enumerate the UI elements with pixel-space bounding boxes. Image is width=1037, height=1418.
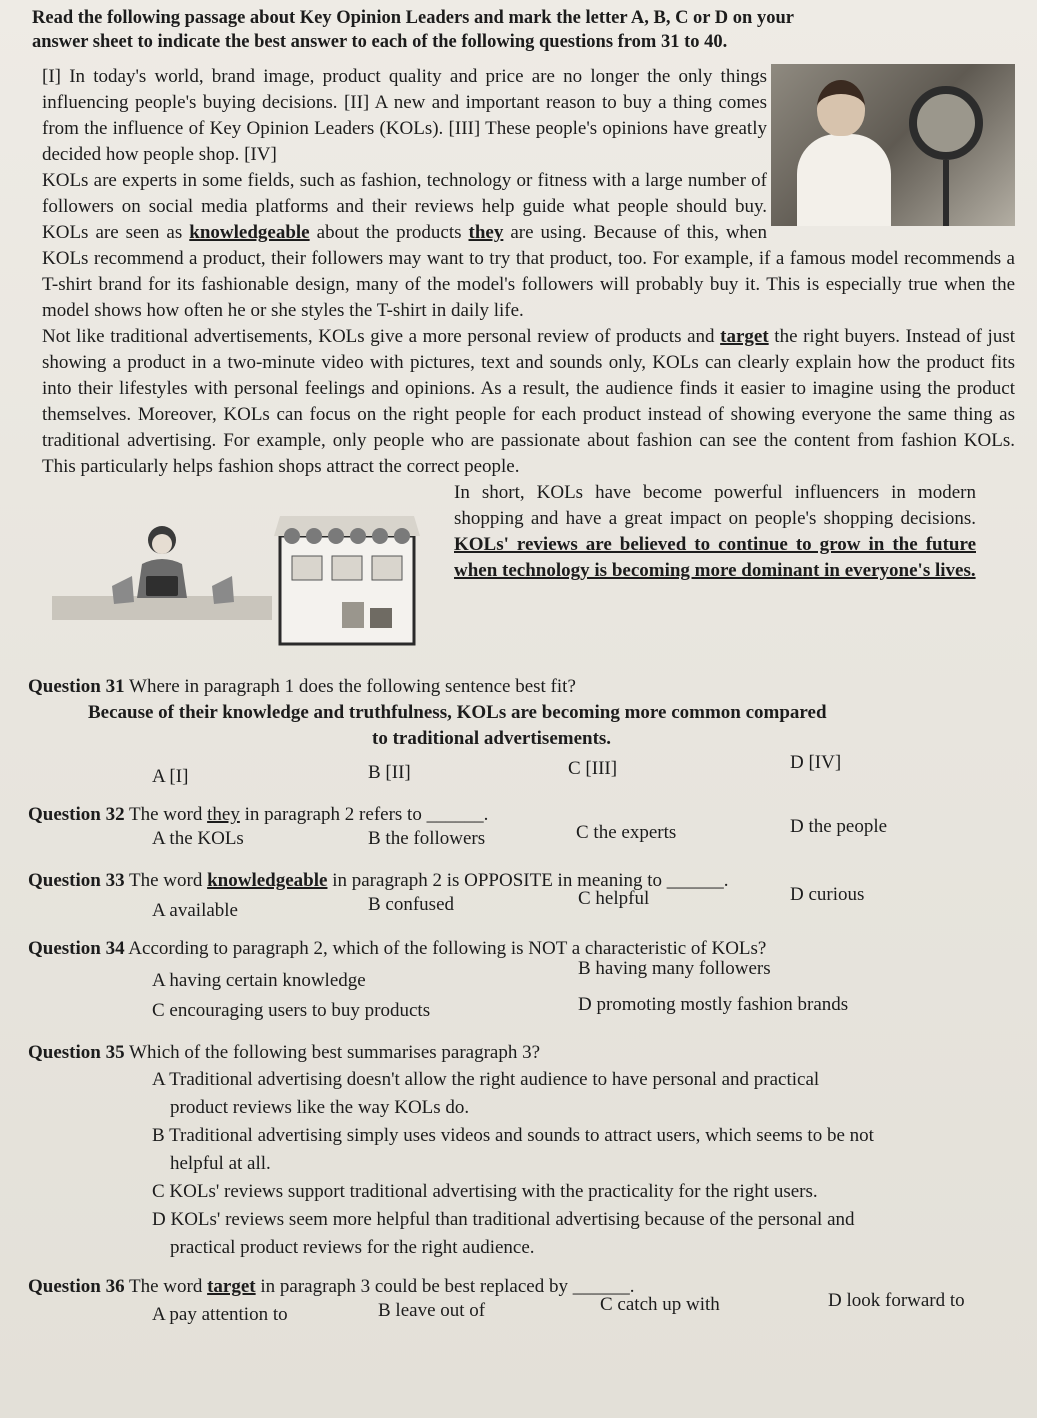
q35-option-b-cont: helpful at all. <box>170 1153 271 1174</box>
question-31: Question 31 Where in paragraph 1 does the following sentence best fit? <box>28 676 576 697</box>
instructions <box>32 6 1015 54</box>
q33-option-b[interactable]: B confused <box>368 894 455 915</box>
q33-option-c[interactable]: C helpful <box>578 888 650 909</box>
q31-option-d[interactable]: D [IV] <box>790 752 842 773</box>
q32-option-d[interactable]: D the people <box>790 816 888 837</box>
shopping-illustration <box>42 506 452 656</box>
q33-option-d[interactable]: D curious <box>790 884 865 905</box>
word-knowledgeable: knowledgeable <box>189 222 310 243</box>
q34-option-d[interactable]: D promoting mostly fashion brands <box>578 994 849 1015</box>
q33-options <box>28 884 1015 922</box>
q31-options <box>28 752 1015 787</box>
q32-option-a[interactable]: A the KOLs <box>152 828 244 849</box>
paragraph-4-wrap <box>42 480 1015 670</box>
question-35: Question 35 Which of the following best summarises paragraph 3? <box>28 1042 541 1063</box>
q36-option-a[interactable]: A pay attention to <box>152 1304 288 1325</box>
q35-option-c[interactable]: C KOLs' reviews support traditional advertising with the practicality for the right users. <box>152 1181 818 1202</box>
questions <box>28 674 1015 1328</box>
q35-option-d-cont: practical product reviews for the right audience. <box>170 1237 535 1258</box>
paragraph-1: [I] In today's world, brand image, product quality and price are no longer the only things influencing people's buying decisions. [II] A new and important reason to buy a thing comes from the influence of Key Opinion Leaders (KOLs). [III] These people's opinions have greatly decided how people shop. [IV] <box>42 66 767 165</box>
q35-option-b[interactable]: B Traditional advertising simply uses videos and sounds to attract users, which seems to be not <box>152 1125 874 1146</box>
q33-word: knowledgeable <box>207 870 328 891</box>
influencer-photo <box>771 64 1015 226</box>
question-34: Question 34 According to paragraph 2, which of the following is NOT a characteristic of KOLs? <box>28 938 767 959</box>
q32-option-b[interactable]: B the followers <box>368 828 486 849</box>
q36-option-b[interactable]: B leave out of <box>378 1300 486 1321</box>
q31-option-c[interactable]: C [III] <box>568 758 618 779</box>
q36-word: target <box>207 1276 256 1297</box>
question-36: Question 36 The word target in paragraph 3 could be best replaced by ______. <box>28 1276 635 1297</box>
instructions-line-1: Read the following passage about Key Opinion Leaders and mark the letter A, B, C or D on your <box>32 8 794 28</box>
question-33: Question 33 The word knowledgeable in paragraph 2 is OPPOSITE in meaning to ______. <box>28 870 729 891</box>
paragraph-1-2-wrap <box>42 64 1015 324</box>
q34-option-a[interactable]: A having certain knowledge <box>152 970 366 991</box>
q36-options <box>28 1290 1015 1328</box>
q36-option-c[interactable]: C catch up with <box>600 1294 720 1315</box>
paragraph-4: In short, KOLs have become powerful influencers in modern shopping and have a great impact on people's shopping decisions. KOLs' reviews are believed to continue to grow in the future when technology is becoming more dominant in everyone's lives. <box>454 482 976 581</box>
q32-option-c[interactable]: C the experts <box>576 822 677 843</box>
paragraph-3: Not like traditional advertisements, KOLs give a more personal review of products and target the right buyers. Instead of just showing a product in a two-minute video with pictures, text and sounds only, KOLs can clearly explain how the product fits into their lifestyles with personal feelings and opinions. As a result, the audience finds it easier to imagine using the product themselves. Moreover, KOLs can focus on the right people for each product instead of showing everyone the same thing as traditional advertising. For example, only people who are passionate about fashion can see the content from fashion KOLs. This particularly helps fashion shops attract the correct people. <box>42 326 1015 477</box>
q32-word: they <box>207 804 240 825</box>
q34-options-row-1 <box>28 958 1015 991</box>
q31-sentence-line-2: to traditional advertisements. <box>372 728 612 749</box>
q35-option-d[interactable]: D KOLs' reviews seem more helpful than traditional advertising because of the personal and <box>152 1209 855 1230</box>
ring-light-icon <box>909 86 983 160</box>
q33-option-a[interactable]: A available <box>152 900 238 921</box>
q34-options-row-2 <box>28 994 1015 1022</box>
word-target: target <box>720 326 769 347</box>
q31-option-a[interactable]: A [I] <box>152 766 189 787</box>
question-32: Question 32 The word they in paragraph 2 refers to ______. <box>28 804 489 825</box>
instructions-line-2: answer sheet to indicate the best answer to each of the following questions from 31 to 40. <box>32 32 728 52</box>
q34-option-c[interactable]: C encouraging users to buy products <box>152 1000 431 1021</box>
q35-option-a[interactable]: A Traditional advertising doesn't allow the right audience to have personal and practical <box>152 1069 820 1090</box>
word-they: they <box>468 222 504 243</box>
q31-option-b[interactable]: B [II] <box>368 762 411 783</box>
q34-option-b[interactable]: B having many followers <box>578 958 771 979</box>
q31-sentence-line-1: Because of their knowledge and truthfulness, KOLs are becoming more common compared <box>88 702 827 723</box>
q32-options <box>28 816 1015 856</box>
underlined-sentence: KOLs' reviews are believed to continue to grow in the future when technology is becoming more dominant in everyone's lives. <box>454 534 976 581</box>
q35-option-a-cont: product reviews like the way KOLs do. <box>170 1097 470 1118</box>
q36-option-d[interactable]: D look forward to <box>828 1290 965 1311</box>
paragraph-2: KOLs are experts in some fields, such as fashion, technology or fitness with a large number of followers on social media platforms and their reviews help guide what people should buy. KOLs are seen as knowledgeable about the products they are using. Because of this, when KOLs recommend a product, their followers may want to try that product, too. For example, if a famous model recommends a T-shirt brand for its fashionable design, many of the model's followers will probably buy it. This is especially true when the model shows how often he or she styles the T-shirt in daily life. <box>42 170 1015 321</box>
